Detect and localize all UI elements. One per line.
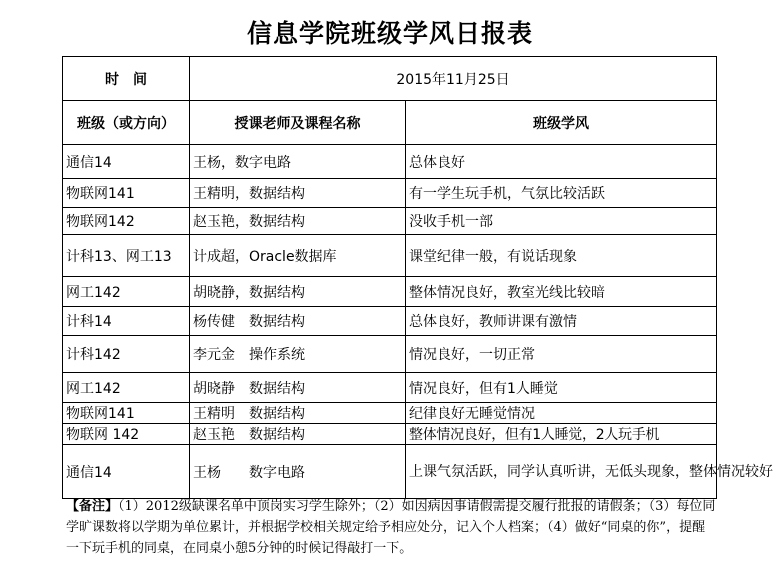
- column-header-class: 班级（或方向）: [63, 101, 190, 145]
- time-row: [63, 57, 717, 101]
- header-row: [63, 101, 717, 145]
- teacher-course-cell: 王精明 数据结构: [190, 403, 406, 424]
- teacher-course-cell: 计成超，Oracle数据库: [190, 235, 406, 277]
- teacher-course-cell: 胡晓静 数据结构: [190, 373, 406, 403]
- teacher-course-cell: 王杨 数字电路: [190, 445, 406, 499]
- class-cell: 物联网142: [63, 208, 190, 235]
- teacher-course-cell: 胡晓静，数据结构: [190, 277, 406, 307]
- class-cell: 通信14: [63, 445, 190, 499]
- class-cell: 计科14: [63, 307, 190, 336]
- class-cell: 物联网141: [63, 403, 190, 424]
- table-row: [63, 336, 717, 373]
- style-cell: 整体情况良好，但有1人睡觉，2人玩手机: [406, 424, 717, 445]
- teacher-course-cell: 李元金 操作系统: [190, 336, 406, 373]
- table-row: [63, 403, 717, 424]
- notes-label: 【备注】: [66, 499, 119, 514]
- class-cell: 物联网141: [63, 179, 190, 208]
- style-cell: 有一学生玩手机，气氛比较活跃: [406, 179, 717, 208]
- class-cell: 物联网 142: [63, 424, 190, 445]
- class-cell: 计科13、网工13: [63, 235, 190, 277]
- style-cell: 没收手机一部: [406, 208, 717, 235]
- table-row: [63, 145, 717, 179]
- style-cell: 课堂纪律一般，有说话现象: [406, 235, 717, 277]
- style-cell: 上课气氛活跃，同学认真听讲，无低头现象，整体情况较好: [406, 445, 717, 499]
- style-cell: 总体良好，教师讲课有激情: [406, 307, 717, 336]
- column-header-style: 班级学风: [406, 101, 717, 145]
- table-row: [63, 235, 717, 277]
- notes: [66, 496, 718, 559]
- report-title: 信息学院班级学风日报表: [246, 19, 533, 48]
- notes-text: （1）2012级缺课名单中顶岗实习学生除外；（2）如因病因事请假需提交履行批报的请假条；（3）每位同学旷课数将以学期为单位累计，并根据学校相关规定给予相应处分，记入个人档案；（4）做好“同桌的你”，提醒一下玩手机的同桌，在同桌小憩5分钟的时候记得敲打一下。: [66, 499, 716, 556]
- report-table: [62, 56, 773, 499]
- class-cell: 网工142: [63, 277, 190, 307]
- style-cell: 总体良好: [406, 145, 717, 179]
- report-date: 2015年11月25日: [190, 57, 717, 101]
- table-row: [63, 424, 717, 445]
- class-cell: 网工142: [63, 373, 190, 403]
- teacher-course-cell: 杨传健 数据结构: [190, 307, 406, 336]
- table-row: [63, 208, 717, 235]
- table-row: [63, 445, 717, 499]
- teacher-course-cell: 王精明，数据结构: [190, 179, 406, 208]
- table-row: [63, 373, 717, 403]
- time-label: 时 间: [63, 57, 190, 101]
- teacher-course-cell: 王杨，数字电路: [190, 145, 406, 179]
- table-row: [63, 179, 717, 208]
- style-cell: 整体情况良好，教室光线比较暗: [406, 277, 717, 307]
- class-cell: 计科142: [63, 336, 190, 373]
- teacher-course-cell: 赵玉艳 数据结构: [190, 424, 406, 445]
- style-cell: 情况良好，一切正常: [406, 336, 717, 373]
- table-row: [63, 277, 717, 307]
- teacher-course-cell: 赵玉艳，数据结构: [190, 208, 406, 235]
- class-cell: 通信14: [63, 145, 190, 179]
- column-header-teacher-course: 授课老师及课程名称: [190, 101, 406, 145]
- style-cell: 情况良好，但有1人睡觉: [406, 373, 717, 403]
- table-row: [63, 307, 717, 336]
- style-cell: 纪律良好无睡觉情况: [406, 403, 717, 424]
